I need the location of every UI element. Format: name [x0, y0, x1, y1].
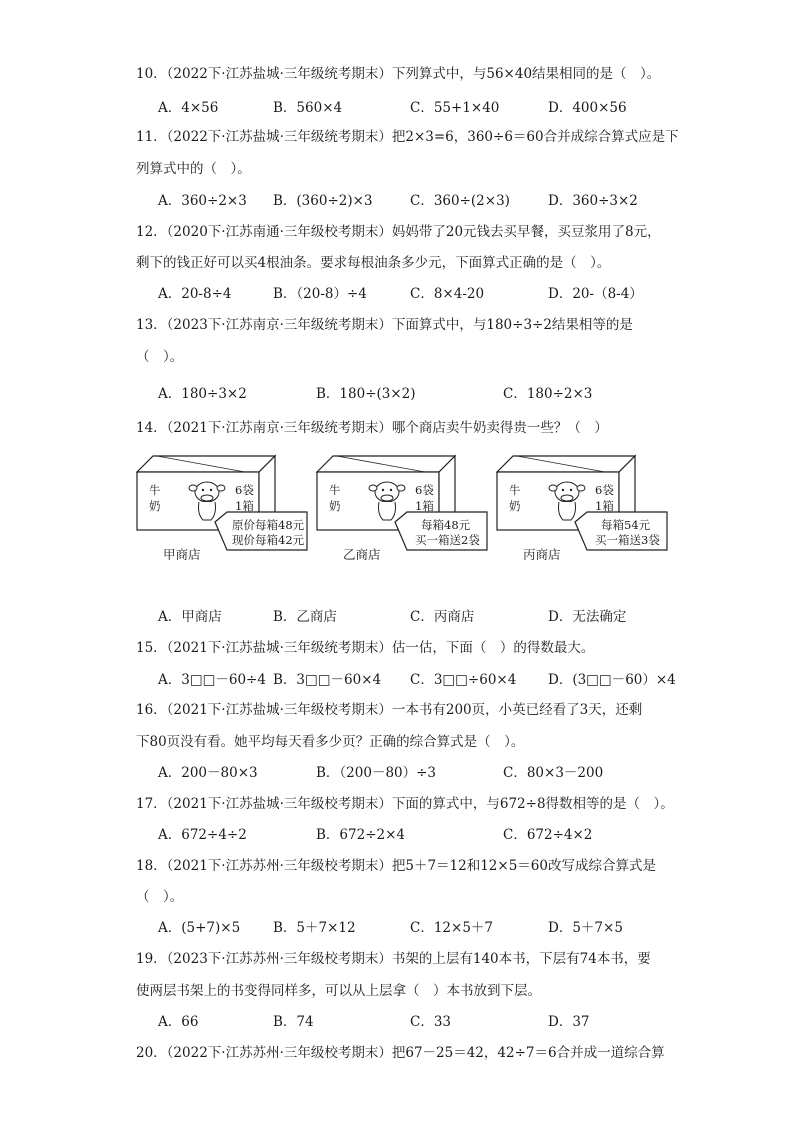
option-d[interactable]: D．(3□□－60）×4 — [548, 672, 676, 688]
option-a[interactable]: A．672÷4÷2 — [158, 827, 247, 843]
option-d[interactable]: D．37 — [548, 1014, 590, 1030]
question-12-stem-line2: 剩下的钱正好可以买4根油条。要求每根油条多少元，下面算式正确的是（ ）。 — [136, 255, 611, 271]
price-sign-line2: 买一箱送2袋 — [415, 533, 480, 547]
option-a[interactable]: A．甲商店 — [158, 609, 222, 625]
option-b[interactable]: B．（20-8）÷4 — [273, 286, 367, 302]
question-13-options — [158, 383, 678, 405]
shop-yi — [315, 452, 490, 582]
option-d[interactable]: D．400×56 — [548, 100, 627, 116]
question-10-options — [158, 97, 678, 119]
option-b[interactable]: B．560×4 — [273, 100, 343, 116]
option-c[interactable]: C．672÷4×2 — [503, 827, 593, 843]
box-label-left: 牛 奶 — [149, 483, 161, 513]
question-14-stem: 14．（2021下·江苏南京·三年级统考期末）哪个商店卖牛奶卖得贵一些？（ ） — [136, 420, 608, 436]
question-17-stem: 17．（2021下·江苏盐城·三年级校考期末）下面的算式中，与672÷8得数相等的是（ ）。 — [136, 796, 674, 812]
question-11-stem-line1: 11．（2022下·江苏盐城·三年级统考期末）把2×3=6，360÷6＝60合并成综合算式应是下 — [136, 129, 679, 145]
option-a[interactable]: A．(5+7)×5 — [158, 920, 241, 936]
box-label-right: 6袋 1箱 — [415, 483, 434, 513]
option-d[interactable]: D．20-（8-4） — [548, 286, 643, 302]
question-19-options — [158, 1011, 678, 1033]
shop-name: 甲商店 — [163, 547, 201, 562]
question-15-stem: 15．（2021下·江苏盐城·三年级统考期末）估一估，下面（ ）的得数最大。 — [136, 640, 595, 656]
question-13-stem-line2: （ ）。 — [136, 349, 184, 365]
box-label-right: 6袋 1箱 — [235, 483, 254, 513]
question-19-stem-line1: 19．（2023下·江苏苏州·三年级校考期末）书架的上层有140本书，下层有74本书，要 — [136, 951, 651, 967]
option-b[interactable]: B．（200－80）÷3 — [316, 765, 437, 781]
option-c[interactable]: C．3□□÷60×4 — [410, 672, 517, 688]
option-a[interactable]: A．66 — [158, 1014, 199, 1030]
option-d[interactable]: D．无法确定 — [548, 609, 627, 625]
question-11-options — [158, 190, 678, 212]
price-sign-line2: 现价每箱42元 — [232, 533, 305, 547]
option-b[interactable]: B．乙商店 — [273, 609, 337, 625]
question-18-options — [158, 917, 678, 939]
milk-box-drawing — [135, 452, 310, 582]
question-12-options — [158, 283, 678, 305]
question-20-stem-line1: 20．（2022下·江苏苏州·三年级校考期末）把67－25＝42，42÷7＝6合并成一道综合算 — [136, 1045, 665, 1061]
option-c[interactable]: C．55+1×40 — [410, 100, 500, 116]
question-11-stem-line2: 列算式中的（ ）。 — [136, 161, 251, 177]
box-label-right: 6袋 1箱 — [595, 483, 614, 513]
option-a[interactable]: A．3□□－60÷4 — [158, 672, 266, 688]
option-d[interactable]: D．5＋7×5 — [548, 920, 623, 936]
question-12-stem-line1: 12．（2020下·江苏南通·三年级校考期末）妈妈带了20元钱去买早餐，买豆浆用了8元， — [136, 224, 661, 240]
option-c[interactable]: C．360÷(2×3) — [410, 193, 510, 209]
question-19-stem-line2: 使两层书架上的书变得同样多，可以从上层拿（ ）本书放到下层。 — [136, 983, 541, 999]
option-c[interactable]: C．33 — [410, 1014, 452, 1030]
price-sign-line1: 原价每箱48元 — [232, 518, 305, 532]
question-16-stem-line1: 16．（2021下·江苏盐城·三年级校考期末）一本书有200页，小英已经看了3天，还剩 — [136, 702, 643, 718]
option-b[interactable]: B．672÷2×4 — [316, 827, 405, 843]
price-sign-line1: 每箱54元 — [601, 518, 651, 532]
option-a[interactable]: A．200－80×3 — [158, 765, 258, 781]
option-c[interactable]: C．8×4-20 — [410, 286, 485, 302]
option-a[interactable]: A．20-8÷4 — [158, 286, 232, 302]
question-15-options — [158, 669, 678, 691]
option-a[interactable]: A．180÷3×2 — [158, 386, 247, 402]
question-13-stem-line1: 13．（2023下·江苏南京·三年级统考期末）下面算式中，与180÷3÷2结果相等的是 — [136, 317, 633, 333]
price-sign-line2: 买一箱送3袋 — [595, 533, 660, 547]
box-label-left: 牛 奶 — [509, 483, 521, 513]
option-c[interactable]: C．80×3－200 — [503, 765, 604, 781]
box-label-left: 牛 奶 — [329, 483, 341, 513]
option-b[interactable]: B．5＋7×12 — [273, 920, 356, 936]
shop-bing — [495, 452, 670, 582]
milk-shops-illustration — [130, 452, 690, 582]
question-16-stem-line2: 下80页没有看。她平均每天看多少页？正确的综合算式是（ ）。 — [136, 734, 525, 750]
option-b[interactable]: B．3□□－60×4 — [273, 672, 382, 688]
option-c[interactable]: C．12×5＋7 — [410, 920, 493, 936]
shop-jia — [135, 452, 310, 582]
question-16-options — [158, 762, 678, 784]
question-18-stem-line2: （ ）。 — [136, 889, 184, 905]
milk-box-drawing — [495, 452, 670, 582]
option-d[interactable]: D．360÷3×2 — [548, 193, 638, 209]
option-c[interactable]: C．丙商店 — [410, 609, 475, 625]
price-sign-line1: 每箱48元 — [421, 518, 471, 532]
shop-name: 丙商店 — [523, 547, 561, 562]
option-c[interactable]: C．180÷2×3 — [503, 386, 593, 402]
option-a[interactable]: A．360÷2×3 — [158, 193, 247, 209]
option-a[interactable]: A．4×56 — [158, 100, 219, 116]
question-10-stem: 10．（2022下·江苏盐城·三年级统考期末）下列算式中，与56×40结果相同的是（ ）。 — [136, 66, 661, 82]
option-b[interactable]: B．(360÷2)×3 — [273, 193, 373, 209]
question-17-options — [158, 824, 678, 846]
question-18-stem-line1: 18．（2021下·江苏苏州·三年级校考期末）把5＋7＝12和12×5＝60改写成综合算式是 — [136, 858, 656, 874]
shop-name: 乙商店 — [343, 547, 381, 562]
option-b[interactable]: B．180÷(3×2) — [316, 386, 416, 402]
option-b[interactable]: B．74 — [273, 1014, 314, 1030]
question-14-options — [158, 606, 678, 628]
milk-box-drawing — [315, 452, 490, 582]
